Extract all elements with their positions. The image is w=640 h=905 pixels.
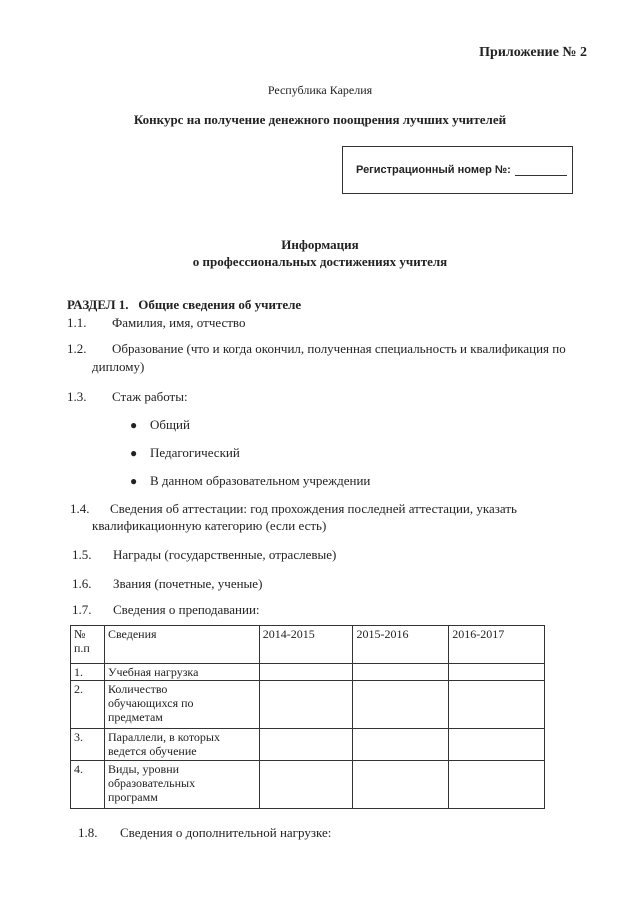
item-1-2 (67, 341, 566, 357)
row-label: Виды, уровни образовательных программ (104, 761, 259, 809)
item-number: 1.8. (78, 825, 98, 840)
item-number: 1.2. (67, 341, 87, 356)
item-1-2-continued: диплому) (92, 359, 145, 374)
row-number: 1. (71, 664, 105, 681)
table-cell[interactable] (449, 664, 545, 681)
table-row (71, 664, 545, 681)
table-cell[interactable] (353, 729, 449, 761)
table-cell[interactable] (353, 664, 449, 681)
item-1-5 (72, 547, 336, 563)
table-row (71, 681, 545, 729)
table-cell[interactable] (449, 729, 545, 761)
appendix-label: Приложение № 2 (479, 45, 587, 60)
registration-blank-line[interactable] (515, 164, 567, 176)
registration-label: Регистрационный номер №: (356, 164, 511, 176)
experience-bullet: ● Общий (130, 417, 190, 432)
table-cell[interactable] (353, 761, 449, 809)
item-text: Награды (государственные, отраслевые) (113, 547, 337, 562)
item-1-8 (78, 825, 331, 841)
item-number: 1.3. (67, 389, 87, 404)
column-header: № п.п (71, 626, 105, 664)
item-number: 1.4. (70, 501, 90, 516)
item-number: 1.7. (72, 602, 92, 617)
item-1-3 (67, 389, 188, 405)
item-text: Фамилия, имя, отчество (112, 315, 246, 330)
table-cell[interactable] (259, 761, 353, 809)
table-cell[interactable] (449, 681, 545, 729)
column-header: 2015-2016 (353, 626, 449, 664)
table-cell[interactable] (353, 681, 449, 729)
experience-bullet: ● В данном образовательном учреждении (130, 473, 371, 488)
row-label: Количество обучающихся по предметам (104, 681, 259, 729)
table-cell[interactable] (259, 681, 353, 729)
region-label: Республика Карелия (267, 83, 373, 97)
section-heading: РАЗДЕЛ 1. Общие сведения об учителе (67, 297, 302, 312)
column-header: 2014-2015 (259, 626, 353, 664)
row-number: 2. (71, 681, 105, 729)
registration-number-box (342, 146, 573, 194)
item-text: Сведения о дополнительной нагрузке: (120, 825, 332, 840)
document-subtitle: о профессиональных достижениях учителя (192, 254, 448, 269)
column-header: 2016-2017 (449, 626, 545, 664)
item-number: 1.1. (67, 315, 87, 330)
bullet-icon: ● (130, 418, 138, 432)
document-title: Информация (281, 237, 359, 252)
row-label: Параллели, в которых ведется обучение (104, 729, 259, 761)
item-text: Стаж работы: (112, 389, 188, 404)
item-text: Звания (почетные, ученые) (113, 576, 263, 591)
bullet-icon: ● (130, 474, 138, 488)
item-1-4-continued: квалификационную категорию (если есть) (92, 518, 327, 533)
column-header: Сведения (104, 626, 259, 664)
item-text: Сведения о преподавании: (113, 602, 260, 617)
teaching-table (70, 625, 545, 809)
table-cell[interactable] (259, 664, 353, 681)
item-number: 1.5. (72, 547, 92, 562)
table-cell[interactable] (449, 761, 545, 809)
row-number: 4. (71, 761, 105, 809)
table-row (71, 761, 545, 809)
item-text: Сведения об аттестации: год прохождения последней аттестации, указать (110, 501, 517, 516)
item-1-7 (72, 602, 260, 618)
bullet-icon: ● (130, 446, 138, 460)
experience-bullet: ● Педагогический (130, 445, 240, 460)
item-number: 1.6. (72, 576, 92, 591)
row-label: Учебная нагрузка (104, 664, 259, 681)
item-1-1 (67, 315, 245, 331)
item-text: Образование (что и когда окончил, полученная специальность и квалификация по (112, 341, 566, 356)
table-cell[interactable] (259, 729, 353, 761)
contest-title: Конкурс на получение денежного поощрения лучших учителей (133, 112, 507, 127)
item-1-6 (72, 576, 262, 592)
row-number: 3. (71, 729, 105, 761)
table-header-row (71, 626, 545, 664)
item-1-4 (70, 501, 517, 517)
table-row (71, 729, 545, 761)
